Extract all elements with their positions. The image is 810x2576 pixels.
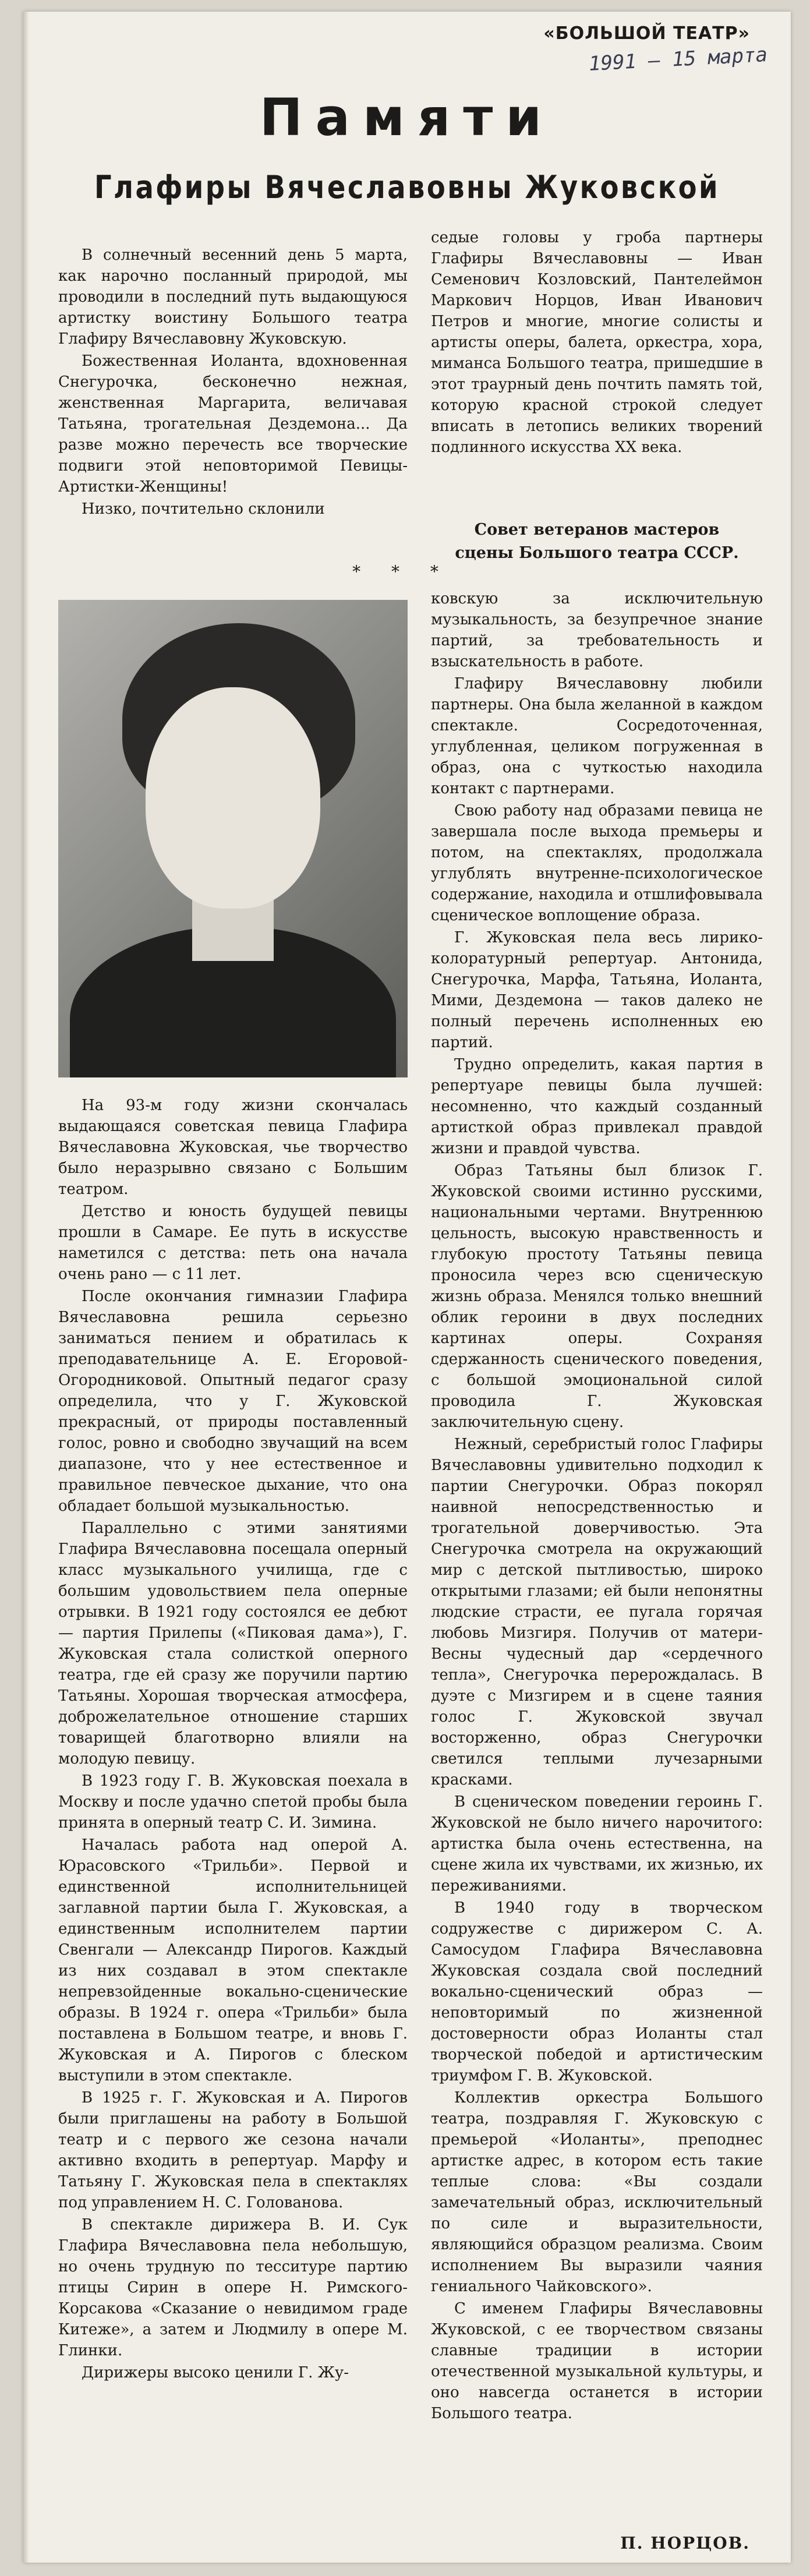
paragraph: Дирижеры высоко ценили Г. Жу- [82, 2364, 349, 2381]
paragraph: Глафиру Вячеславовну любили партнеры. Она была желанной в каждом спектакле. Сосредоточенная, углубленная, целиком погруженная в образ, она с чуткостью находила контакт с партнерами. [431, 675, 763, 797]
paragraph: Коллектив оркестра Большого театра, поздравляя Г. Жуковскую с премьерой «Иоланты», преподнес артистке адрес, в котором есть такие теплые слова: «Вы создали замечательный образ, исключительный по силе и выразительности, являющийся образцом реализма. Своим исполнением Вы выразили чаяния гениального Чайковского». [431, 2089, 763, 2295]
obituary-right-column [431, 227, 763, 459]
obituary-left-column [58, 245, 408, 521]
paragraph: Образ Татьяны был близок Г. Жуковской своими истинно русскими, национальными чертами. Внутреннюю цельность, высокую нравственность и глубокую простоту Татьяны певица проносила через всю сценическую жизнь образа. Менялся только внешний облик героини в двух последних картинах оперы. Сохраняя сдержанность сценического поведения, с большой эмоциональной силой проводила Г. Жуковская заключительную сцену. [431, 1162, 763, 1431]
article-author: П. НОРЦОВ. [620, 2533, 750, 2553]
article-subtitle: Глафиры Вячеславовны Жуковской [94, 169, 720, 206]
paragraph: Трудно определить, какая партия в репертуаре певицы была лучшей: несомненно, что каждый созданный артисткой образ привлекал правдой жизни и правдой чувства. [431, 1056, 763, 1157]
paragraph: В 1923 году Г. В. Жуковская поехала в Москву и после удачно спетой пробы была принята в оперный театр С. И. Зимина. [58, 1772, 408, 1832]
paragraph: Божественная Иоланта, вдохновенная Снегурочка, бесконечно нежная, женственная Маргарита, величавая Татьяна, трогательная Дездемона... Да разве можно перечесть все творческие подвиги этой неповторимой Певицы-Артистки-Женщины! [58, 352, 408, 496]
article-title: Памяти [259, 87, 555, 147]
paragraph: седые головы у гроба партнеры Глафиры Вячеславовны — Иван Семенович Козловский, Пантелеймон Маркович Норцов, Иван Иванович Петров и многие, многие солисты и артисты оперы, балета, оркестра, хора, миманса Большого театра, пришедшие в этот траурный день почтить память той, которую красной строкой следует вписать в летопись великих творений подлинного искусства XX века. [431, 229, 763, 456]
paragraph: С именем Глафиры Вячеславовны Жуковской, с ее творчеством связаны славные традиции в истории отечественной музыкальной культуры, и оно навсегда останется в истории Большого театра. [431, 2300, 763, 2422]
paragraph: В солнечный весенний день 5 марта, как нарочно посланный природой, мы проводили в последний путь выдающуюся артистку воистину Большого театра Глафиру Вячеславовну Жуковскую. [58, 246, 408, 348]
article-left-column [58, 1095, 408, 2384]
paragraph: В сценическом поведении героинь Г. Жуковской не было ничего нарочитого: артистка была очень естественна, на сцене жила их чувствами, их жизнью, их переживаниями. [431, 1793, 763, 1895]
handwritten-date-note: 1991 — 15 марта [588, 43, 768, 76]
paragraph: После окончания гимназии Глафира Вячеславовна решила серьезно заниматься пением и обратилась к преподавательнице А. Е. Егоровой-Огородниковой. Опытный педагог сразу определила, что у Г. Жуковской прекрасный, от природы поставленный голос, ровно и свободно звучащий на всем диапазоне, что у нее естественное и правильное певческое дыхание, что она обладает большой музыкальностью. [58, 1288, 408, 1515]
council-signature [431, 518, 763, 565]
paragraph: В 1925 г. Г. Жуковская и А. Пирогов были приглашены на работу в Большой театр и с первого же сезона начали активно входить в репертуар. Марфу и Татьяну Г. Жуковская пела в спектаклях под управлением Н. С. Голованова. [58, 2089, 408, 2211]
paragraph: Свою работу над образами певица не завершала после выхода премьеры и потом, на спектаклях, продолжала углублять внутренне-психологическое содержание, находила и отшлифовывала сценическое воплощение образа. [431, 802, 763, 924]
newspaper-clipping [23, 12, 791, 2563]
newspaper-masthead: «БОЛЬШОЙ ТЕАТР» [543, 23, 750, 44]
paragraph: Низко, почтительно склонили [82, 500, 325, 518]
signature-line: сцены Большого театра СССР. [455, 544, 739, 562]
paragraph: Нежный, серебристый голос Глафиры Вячеславовны удивительно подходил к партии Снегурочки. Образ покорял наивной непосредственностью и трогательной доверчивостью. Эта Снегурочка смотрела на окружающий мир с детской пытливостью, широко открытыми глазами; ей были непонятны людские страсти, ее пугала горячая любовь Мизгиря. Получив от матери-Весны чудесный дар «сердечного тепла», Снегурочка перерождалась. В дуэте с Мизгирем и в сцене таяния голос Г. Жуковской звучал восторженно, образ Снегурочки светился теплыми лучезарными красками. [431, 1436, 763, 1789]
article-right-column [431, 588, 763, 2425]
paragraph: Параллельно с этими занятиями Глафира Вячеславовна посещала оперный класс музыкального училища, где с большим удовольствием пела оперные отрывки. В 1921 году состоялся ее дебют — партия Прилепы («Пиковая дама»), Г. Жуковская стала солисткой оперного театра, где ей сразу же поручили партию Татьяны. Хорошая творческая атмосфера, доброжелательное отношение старших товарищей благотворно влияли на молодую певицу. [58, 1520, 408, 1768]
paragraph: ковскую за исключительную музыкальность, за безупречное знание партий, за требовательность и взыскательность в работе. [431, 590, 763, 670]
section-divider-stars: * * * [352, 562, 451, 581]
signature-line: Совет ветеранов мастеров [474, 521, 720, 539]
paragraph: В спектакле дирижера В. И. Сук Глафира Вячеславовна пела небольшую, но очень трудную по тесситуре партию птицы Сирин в опере Н. Римского-Корсакова «Сказание о невидимом граде Китеже», а затем и Людмилу в опере М. Глинки. [58, 2216, 408, 2359]
paragraph: На 93-м году жизни скончалась выдающаяся советская певица Глафира Вячеславовна Жуковская, чье творчество было неразрывно связано с Большим театром. [58, 1097, 408, 1198]
paragraph: Г. Жуковская пела весь лирико-колоратурный репертуар. Антонида, Снегурочка, Марфа, Татьяна, Иоланта, Мими, Дездемона — таков далеко не полный перечень исполненных ею партий. [431, 929, 763, 1051]
paragraph: В 1940 году в творческом содружестве с дирижером С. А. Самосудом Глафира Вячеславовна Жуковская создала свой последний вокально-сценический образ — неповторимый по жизненной достоверности образ Иоланты стал творческой победой и артистическим триумфом Г. В. Жуковской. [431, 1899, 763, 2084]
paragraph: Началась работа над оперой А. Юрасовского «Трильби». Первой и единственной исполнительницей заглавной партии была Г. Жуковская, а единственным исполнителем партии Свенгали — Александр Пирогов. Каждый из них создавал в этом спектакле непревзойденные вокально-сценические образы. В 1924 г. опера «Трильби» была поставлена в Большом театре, и вновь Г. Жуковская и А. Пирогов с блеском выступили в этом спектакле. [58, 1836, 408, 2084]
paper-edge [23, 12, 29, 2563]
portrait-photo [58, 600, 408, 1077]
paragraph: Детство и юность будущей певицы прошли в Самаре. Ее путь в искусстве наметился с детства: петь она начала очень рано — с 11 лет. [58, 1203, 408, 1283]
